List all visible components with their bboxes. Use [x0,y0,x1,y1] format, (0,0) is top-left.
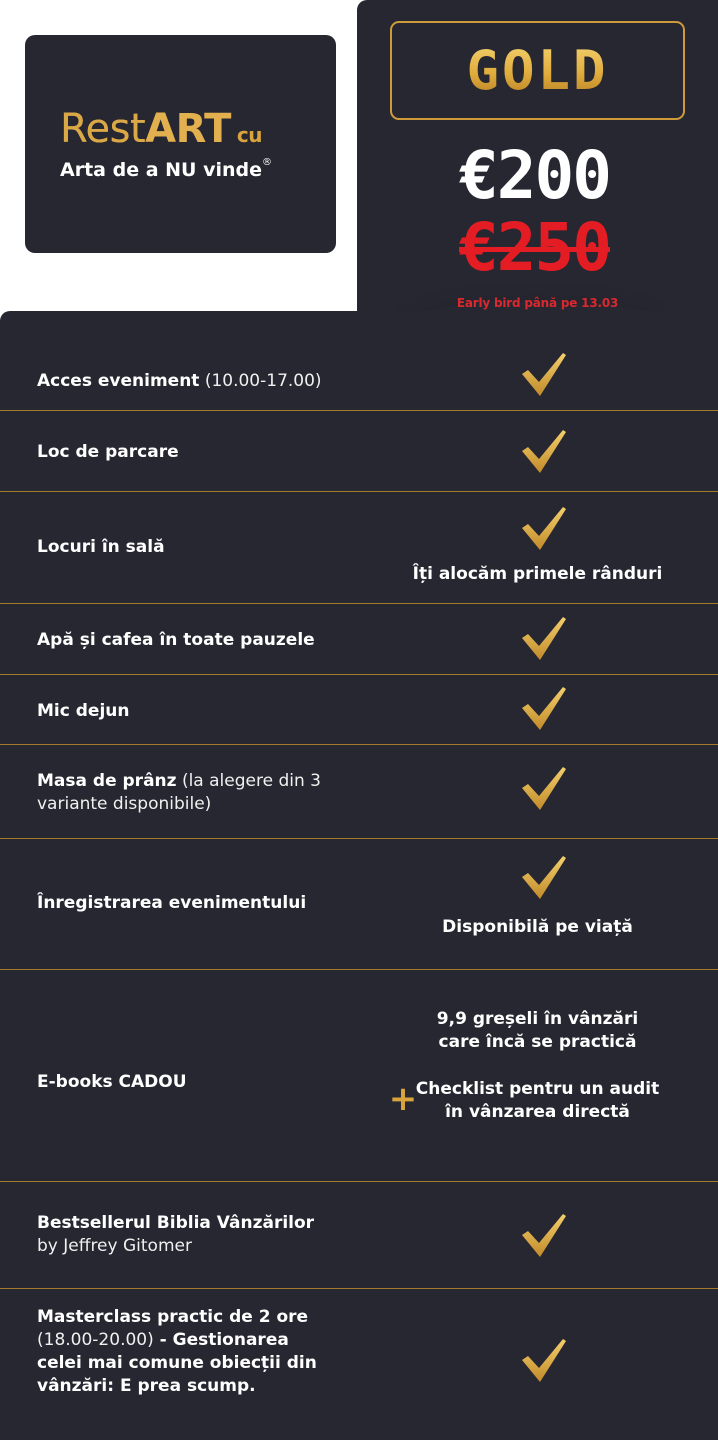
gold-check-icon [520,853,568,901]
gold-check-icon [520,504,568,552]
feature-label-bold: Bestsellerul Biblia Vânzărilor [37,1213,315,1233]
brand-wordmark [60,105,262,159]
gold-check-icon [520,764,568,812]
feature-label-bold: Masa de prânz [37,771,177,791]
early-bird-note: Early bird până pe 13.03 [456,296,619,310]
feature-label-bold: Mic dejun [37,701,130,721]
feature-label-acces-eveniment [37,370,337,393]
feature-label-bold: Apă și cafea în toate pauzele [37,630,315,650]
feature-label-bold: Înregistrarea evenimentului [37,893,307,913]
features-table [0,311,718,1440]
feature-label-masa-de-pranz [37,770,337,816]
price-current: €200 [459,137,610,214]
gold-check-icon [520,614,568,662]
feature-label-inregistrare [37,892,337,915]
row-divider [0,491,718,492]
brand-logo-card [25,35,336,253]
row-divider [0,410,718,411]
feature-label-bold: - Gestionarea celei mai comune obiecții din vânzări: E prea scump. [37,1330,317,1396]
feature-label-light: (10.00-17.00) [199,371,322,391]
brand-cu-text: cu [236,123,262,147]
feature-label-masterclass [37,1306,337,1398]
feature-note-seats: Îți alocăm primele rânduri [412,564,663,584]
gold-check-icon [520,350,568,398]
brand-tagline-text: Arta de a NU vinde [60,159,262,181]
feature-label-ebooks [37,1071,337,1094]
ebook-1-title [357,1008,718,1054]
plan-name: GOLD [466,39,609,102]
gold-plan-badge [390,21,685,120]
feature-label-light: (la alegere din 3 variante disponibile) [37,771,321,814]
gold-check-icon [520,684,568,732]
ebook-2-title [357,1078,718,1124]
feature-label-loc-de-parcare [37,441,337,464]
plus-icon: + [388,1079,418,1119]
feature-label-bold: E-books CADOU [37,1072,187,1092]
feature-label-light: (18.00-20.00) [37,1330,154,1350]
row-divider [0,1181,718,1182]
feature-label-bold: Loc de parcare [37,442,179,462]
gold-check-icon [520,1211,568,1259]
price-original-strikethrough: €250 [459,209,610,286]
row-divider [0,744,718,745]
row-divider [0,603,718,604]
feature-label-light: by Jeffrey Gitomer [37,1236,192,1256]
row-divider [0,838,718,839]
feature-label-mic-dejun [37,700,337,723]
feature-note-recording: Disponibilă pe viață [442,917,633,937]
gold-check-icon [520,1336,568,1384]
feature-label-locuri-in-sala [37,536,337,559]
ebook-1-line: care încă se practică [438,1032,637,1052]
row-divider [0,674,718,675]
feature-label-bold: Acces eveniment [37,371,200,391]
brand-art-text: ART [145,106,231,152]
row-divider [0,1288,718,1289]
feature-label-apa-si-cafea [37,629,337,652]
feature-label-bestseller [37,1212,337,1258]
brand-tagline [60,159,272,181]
row-divider [0,969,718,970]
brand-rest-text: Rest [60,106,146,152]
ebook-2-line: Checklist pentru un audit [415,1079,660,1099]
ebook-1-line: 9,9 greșeli în vânzări [436,1009,639,1029]
feature-label-bold: Masterclass practic de 2 ore [37,1307,309,1327]
feature-label-bold: Locuri în sală [37,537,165,557]
gold-check-icon [520,427,568,475]
ebook-2-line: în vânzarea directă [445,1102,630,1122]
registered-mark: ® [262,157,272,168]
